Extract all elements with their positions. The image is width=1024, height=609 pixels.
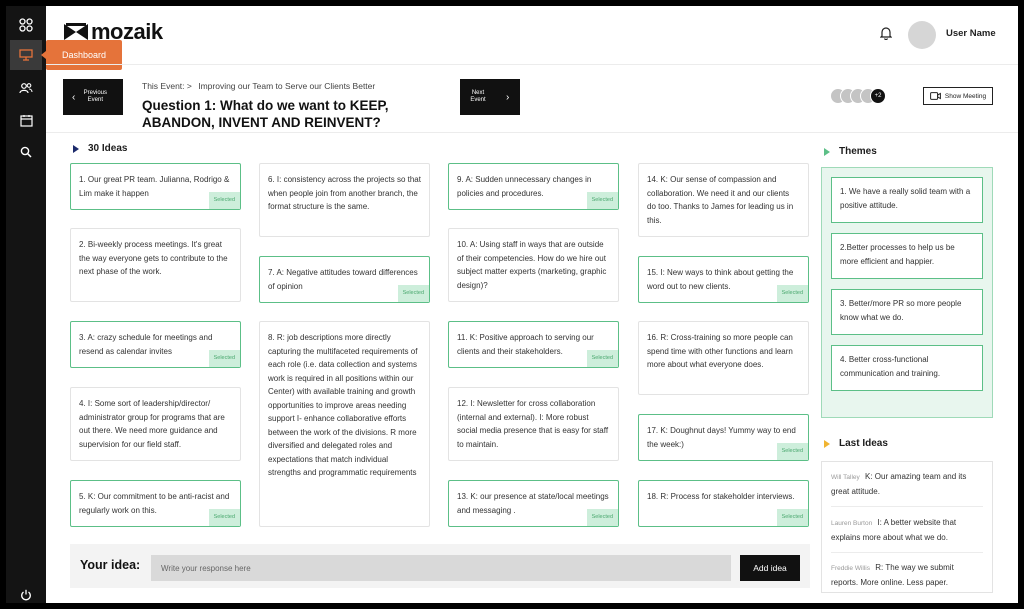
idea-text: 13. K: our presence at state/local meetings and messaging . — [457, 492, 609, 515]
idea-text: 9. A: Sudden unnecessary changes in policies and procedures. — [457, 175, 592, 198]
idea-card[interactable] — [70, 480, 241, 527]
user-name[interactable]: User Name — [946, 28, 996, 39]
previous-event-label: Previous Event — [83, 90, 108, 103]
search-icon[interactable] — [10, 137, 42, 167]
selected-badge: Selected — [587, 192, 618, 210]
idea-text: 6. I: consistency across the projects so that when people join from another branch, the format structure is the same. — [268, 175, 421, 211]
last-ideas-header — [824, 438, 888, 449]
selected-badge: Selected — [777, 509, 808, 527]
idea-text: 17. K: Doughnut days! Yummy way to end the week:) — [647, 426, 796, 449]
users-icon[interactable] — [10, 73, 42, 103]
divider — [831, 506, 983, 507]
idea-text: 4. I: Some sort of leadership/director/ administrator group for programs that are out there. We need more guidance and supervision for our field staff. — [79, 399, 225, 449]
this-event-label: This Event: > — [142, 81, 192, 91]
add-idea-button[interactable]: Add idea — [740, 555, 800, 581]
list-item[interactable] — [831, 561, 983, 589]
theme-text: 1. We have a really solid team with a positive attitude. — [840, 187, 971, 210]
themes-marker-icon — [824, 148, 830, 156]
chevron-left-icon: ‹ — [72, 91, 76, 103]
theme-card[interactable] — [831, 233, 983, 279]
this-event — [142, 81, 375, 91]
selected-badge: Selected — [209, 350, 240, 368]
ideas-header — [73, 143, 127, 154]
themes-panel — [821, 167, 993, 418]
last-ideas-panel — [821, 461, 993, 593]
selected-badge: Selected — [398, 285, 429, 303]
show-meeting-button[interactable] — [923, 87, 993, 105]
idea-card[interactable] — [448, 228, 619, 302]
show-meeting-label: Show Meeting — [944, 92, 987, 100]
dashboard-icon[interactable] — [10, 40, 42, 70]
idea-text: 14. K: Our sense of compassion and collaboration. We need it and our clients do too. Thanks to James for leading us in this. — [647, 175, 794, 225]
selected-badge: Selected — [587, 350, 618, 368]
idea-card[interactable] — [448, 480, 619, 527]
list-item[interactable] — [831, 516, 983, 544]
selected-badge: Selected — [209, 192, 240, 210]
theme-text: 4. Better cross-functional communication and training. — [840, 355, 941, 378]
idea-card[interactable] — [638, 163, 809, 237]
idea-text: 3. A: crazy schedule for meetings and resend as calendar invites — [79, 333, 213, 356]
idea-text: 15. I: New ways to think about getting the word out to new clients. — [647, 268, 794, 291]
idea-text: 11. K: Positive approach to serving our clients and their stakeholders. — [457, 333, 594, 356]
idea-author: Freddie Willis — [831, 565, 871, 572]
idea-text: 8. R: job descriptions more directly capturing the multifaceted requirements of each role (i.e. data collection and systems work is required in all positions within our Center) with available training and growth opportunities to improve areas needing support I- enhance collaborative efforts between the work of the divisions. R more diversified and delegated roles and expectations that match individual strengths and programmatic requirements — [268, 333, 418, 477]
idea-card[interactable] — [638, 256, 809, 303]
power-icon[interactable] — [10, 580, 42, 603]
idea-text: 18. R: Process for stakeholder interviews. — [647, 492, 795, 501]
theme-card[interactable] — [831, 177, 983, 223]
idea-card[interactable] — [70, 387, 241, 461]
previous-event-button[interactable] — [63, 79, 123, 115]
idea-card[interactable] — [638, 321, 809, 395]
selected-badge: Selected — [209, 509, 240, 527]
sidebar — [6, 6, 46, 603]
divider — [831, 552, 983, 553]
selected-badge: Selected — [777, 443, 808, 461]
idea-card[interactable] — [448, 387, 619, 461]
idea-text: K: Our amazing team and its great attitude. — [831, 472, 967, 496]
idea-text: 1. Our great PR team. Julianna, Rodrigo & Lim make it happen — [79, 175, 230, 198]
ideas-marker-icon — [73, 145, 79, 153]
theme-card[interactable] — [831, 345, 983, 391]
themes-title: Themes — [839, 146, 877, 157]
participants-more-badge: +2 — [870, 88, 886, 104]
idea-text: 7. A: Negative attitudes toward differences of opinion — [268, 268, 418, 291]
idea-card[interactable] — [70, 228, 241, 302]
mozaik-logo[interactable] — [63, 20, 163, 44]
idea-card[interactable] — [259, 321, 430, 527]
app-frame — [6, 6, 1018, 603]
question-title: Question 1: What do we want to KEEP, ABANDON, INVENT AND REINVENT? — [142, 98, 389, 130]
idea-card[interactable] — [448, 321, 619, 368]
header-divider — [46, 64, 1018, 65]
idea-text: R: The way we submit reports. More online. Less paper. — [831, 563, 954, 587]
logo-mark-icon — [63, 22, 89, 42]
idea-card[interactable] — [70, 163, 241, 210]
this-event-name: Improving our Team to Serve our Clients Better — [198, 81, 376, 91]
last-ideas-title: Last Ideas — [839, 438, 888, 449]
list-item[interactable] — [831, 470, 983, 498]
idea-author: Lauren Burton — [831, 520, 873, 527]
idea-card[interactable] — [259, 163, 430, 237]
idea-card[interactable] — [259, 256, 430, 303]
avatar[interactable] — [908, 21, 936, 49]
ideas-count: 30 Ideas — [88, 143, 128, 154]
themes-header — [824, 146, 877, 157]
theme-text: 3. Better/more PR so more people know what we do. — [840, 299, 962, 322]
idea-card[interactable] — [70, 321, 241, 368]
idea-text: 2. Bi-weekly process meetings. It's great the way everyone gets to contribute to the next phase of the work. — [79, 240, 228, 276]
idea-text: I: A better website that explains more about what we do. — [831, 518, 957, 542]
theme-card[interactable] — [831, 289, 983, 335]
bell-icon[interactable] — [880, 26, 892, 45]
participants-avatars[interactable] — [830, 88, 886, 104]
selected-badge: Selected — [587, 509, 618, 527]
calendar-icon[interactable] — [10, 105, 42, 135]
idea-text: 16. R: Cross-training so more people can spend time with other functions and learn more about what everyone does. — [647, 333, 793, 369]
next-event-button[interactable] — [460, 79, 520, 115]
dashboard-tooltip: Dashboard — [46, 40, 122, 70]
next-event-label: Next Event — [470, 90, 486, 103]
selected-badge: Selected — [777, 285, 808, 303]
idea-card[interactable] — [448, 163, 619, 210]
chevron-right-icon: › — [506, 91, 510, 103]
idea-card[interactable] — [638, 480, 809, 527]
idea-author: Will Talley — [831, 474, 860, 481]
apps-grid-icon[interactable] — [10, 10, 42, 40]
last-ideas-marker-icon — [824, 440, 830, 448]
idea-card[interactable] — [638, 414, 809, 461]
idea-text: 10. A: Using staff in ways that are outside of their competencies. How do we hire out subject matter experts (marketing, graphic design)? — [457, 240, 607, 290]
idea-text: 12. I: Newsletter for cross collaboration (internal and external). I: More robust social media presence that is easy for staff to maintain. — [457, 399, 609, 449]
theme-text: 2.Better processes to help us be more efficient and happier. — [840, 243, 955, 266]
video-camera-icon — [930, 92, 941, 100]
brand-name: mozaik — [91, 19, 163, 44]
section-divider — [46, 132, 1018, 133]
idea-text: 5. K: Our commitment to be anti-racist and regularly work on this. — [79, 492, 230, 515]
idea-input[interactable] — [151, 555, 731, 581]
your-idea-label: Your idea: — [80, 558, 141, 572]
